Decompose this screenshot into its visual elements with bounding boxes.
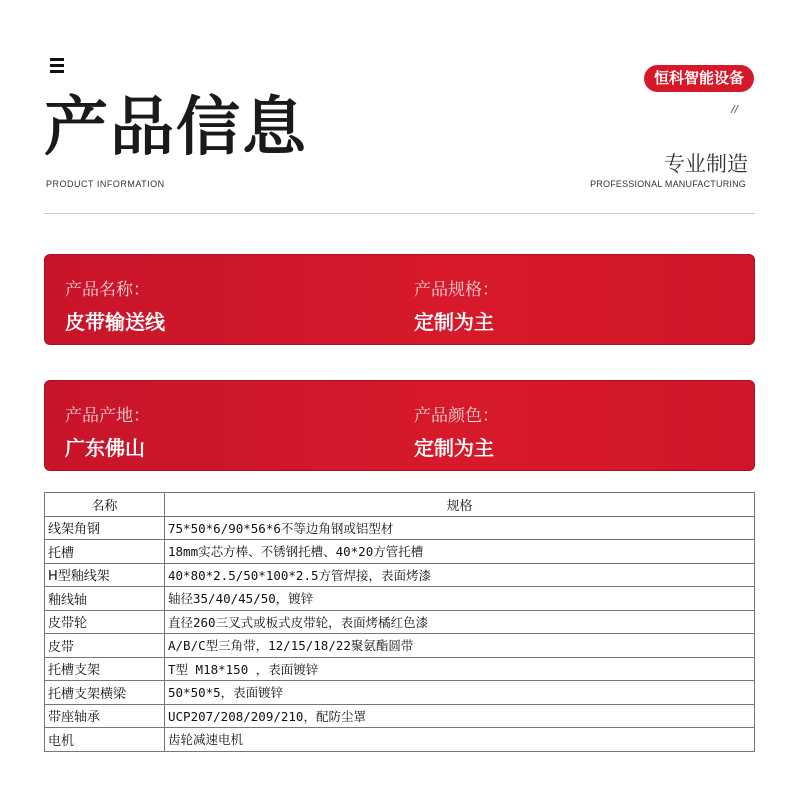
table-header-row [45, 493, 755, 517]
field-value: 皮带输送线 [65, 310, 165, 334]
field-product-color [414, 401, 499, 461]
field-label: 产品名称： [65, 280, 150, 300]
menu-icon[interactable] [50, 58, 64, 74]
cell-spec: 40*80*2.5/50*100*2.5方管焊接，表面烤漆 [165, 563, 755, 587]
cell-name: 托槽支架横梁 [45, 681, 165, 705]
info-card-name-spec [44, 254, 755, 345]
cell-spec: 直径260三叉式或板式皮带轮，表面烤橘红色漆 [165, 610, 755, 634]
table-row [45, 563, 755, 587]
field-label: 产品产地： [65, 406, 150, 426]
decorative-slashes: // [731, 104, 738, 115]
tagline: 专业制造 [664, 152, 748, 176]
column-header-spec: 规格 [165, 493, 755, 517]
table-row [45, 516, 755, 540]
cell-spec: 50*50*5，表面镀锌 [165, 681, 755, 705]
cell-spec: T型 M18*150 ，表面镀锌 [165, 657, 755, 681]
field-value: 定制为主 [414, 436, 494, 460]
cell-name: 托槽支架 [45, 657, 165, 681]
table-row [45, 610, 755, 634]
field-product-name [65, 275, 165, 335]
field-product-origin [65, 401, 150, 461]
table-row [45, 540, 755, 564]
cell-name: 电机 [45, 728, 165, 752]
column-header-name: 名称 [45, 493, 165, 517]
cell-name: 皮带 [45, 634, 165, 658]
field-label: 产品规格： [414, 280, 499, 300]
field-product-spec [414, 275, 499, 335]
tagline-subtitle: PROFESSIONAL MANUFACTURING [590, 179, 746, 189]
cell-name: 釉线轴 [45, 587, 165, 611]
field-value: 定制为主 [414, 310, 494, 334]
table-row [45, 657, 755, 681]
info-card-origin-color [44, 380, 755, 471]
header-divider [44, 213, 755, 214]
page-title: 产品信息 [44, 91, 308, 165]
cell-name: 带座轴承 [45, 704, 165, 728]
table-row [45, 587, 755, 611]
cell-name: 线架角钢 [45, 516, 165, 540]
table-row [45, 681, 755, 705]
field-label: 产品颜色： [414, 406, 499, 426]
table-row [45, 704, 755, 728]
cell-spec: UCP207/208/209/210，配防尘罩 [165, 704, 755, 728]
cell-spec: A/B/C型三角带，12/15/18/22聚氨酯圆带 [165, 634, 755, 658]
table-row [45, 728, 755, 752]
cell-spec: 轴径35/40/45/50，镀锌 [165, 587, 755, 611]
spec-table [44, 492, 755, 752]
page-subtitle: PRODUCT INFORMATION [46, 179, 165, 189]
cell-spec: 18mm实芯方棒、不锈钢托槽、40*20方管托槽 [165, 540, 755, 564]
table-row [45, 634, 755, 658]
brand-badge: 恒科智能设备 [644, 65, 754, 92]
cell-name: 托槽 [45, 540, 165, 564]
cell-name: 皮带轮 [45, 610, 165, 634]
cell-spec: 75*50*6/90*56*6不等边角钢或铝型材 [165, 516, 755, 540]
field-value: 广东佛山 [65, 436, 145, 460]
cell-spec: 齿轮减速电机 [165, 728, 755, 752]
cell-name: H型釉线架 [45, 563, 165, 587]
